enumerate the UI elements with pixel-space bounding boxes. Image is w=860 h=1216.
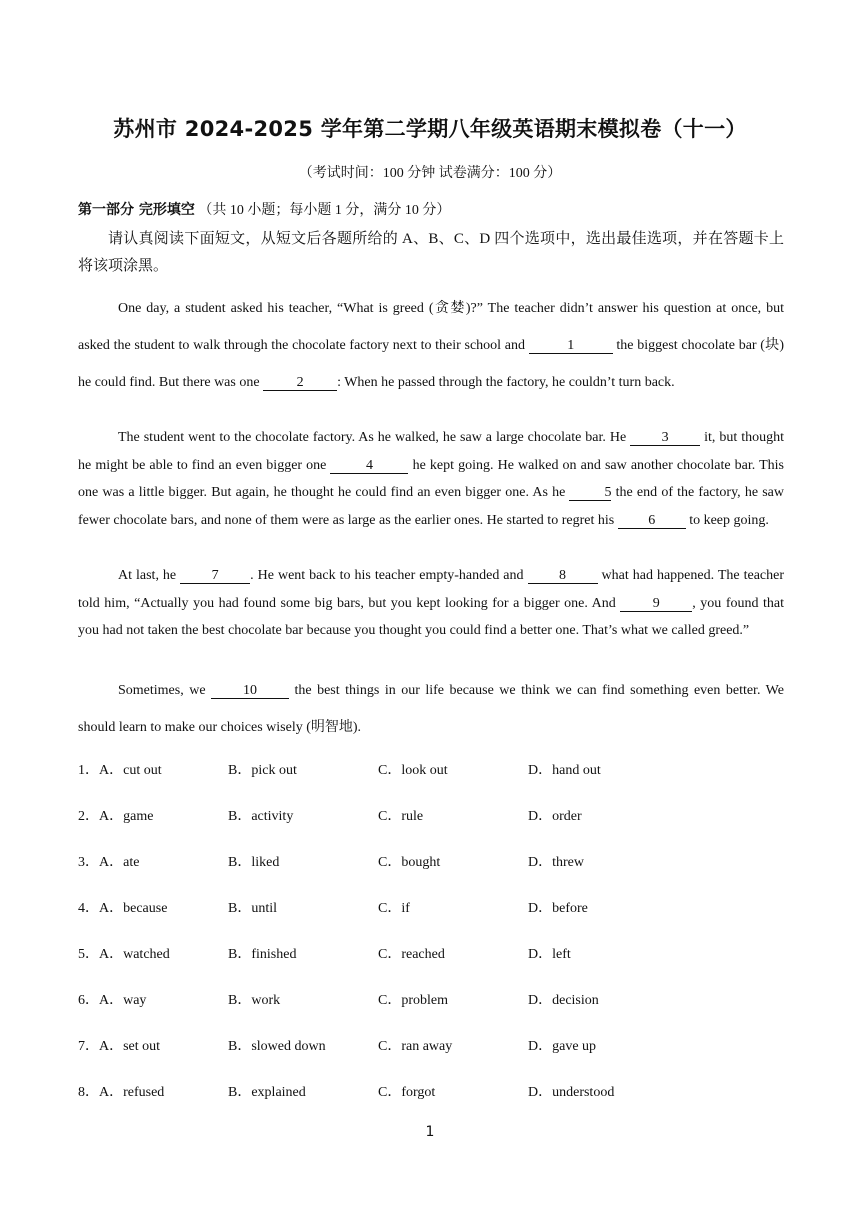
section-heading: 第一部分 完形填空 bbox=[78, 202, 195, 218]
section-note: （共 10 小题；每小题 1 分，满分 10 分） bbox=[198, 203, 451, 218]
blank-8: 8 bbox=[528, 568, 598, 584]
passage-text: Sometimes, we bbox=[118, 683, 212, 698]
passage-text: to keep going. bbox=[685, 512, 769, 528]
option-d: D．threw bbox=[528, 855, 584, 870]
option-c: C．if bbox=[378, 901, 410, 916]
blank-7: 7 bbox=[180, 568, 250, 584]
passage-text: , you found that you had not taken the best chocolate bar because you thought you could find a better one. That’s what we called greed.” bbox=[78, 595, 785, 638]
passage-text: : When he passed through the factory, he couldn’t turn back. bbox=[337, 375, 675, 390]
option-c: C．reached bbox=[378, 947, 445, 962]
option-a: 2．A．game bbox=[78, 809, 154, 824]
question-options-row bbox=[78, 1035, 778, 1081]
option-b: B．pick out bbox=[228, 763, 297, 778]
passage-paragraph-2 bbox=[78, 424, 784, 534]
page-title: 苏州市 2024-2025 学年第二学期八年级英语期末模拟卷（十一） bbox=[113, 117, 747, 141]
option-b: B．until bbox=[228, 901, 278, 916]
blank-9: 9 bbox=[620, 596, 692, 612]
blank-4: 4 bbox=[330, 458, 408, 474]
blank-2: 2 bbox=[263, 375, 337, 391]
option-a: 7．A．set out bbox=[78, 1039, 161, 1054]
option-d: D．decision bbox=[528, 993, 599, 1008]
passage-text: he kept going. He walked on and saw another chocolate bar. This one was a little bigger. But again, he thought he could find an even bigger one. As he bbox=[78, 457, 784, 500]
blank-6: 6 bbox=[618, 513, 686, 529]
option-d: D．hand out bbox=[528, 763, 601, 778]
instruction-text: 请认真阅读下面短文，从短文后各题所给的 A、B、C、D 四个选项中，选出最佳选项，并在答题卡上将该项涂黑。 bbox=[78, 231, 784, 274]
blank-5: 5 bbox=[569, 485, 611, 501]
question-options-row bbox=[78, 989, 778, 1035]
option-a: 5．A．watched bbox=[78, 947, 170, 962]
option-d: D．gave up bbox=[528, 1039, 597, 1054]
option-a: 6．A．way bbox=[78, 993, 147, 1008]
passage-text: . He went back to his teacher empty-handed and bbox=[250, 568, 528, 583]
question-options-row bbox=[78, 759, 778, 805]
passage-text: At last, he bbox=[118, 568, 181, 583]
passage-text: The student went to the chocolate factory. As he walked, he saw a large chocolate bar. He bbox=[118, 430, 631, 445]
option-c: C．problem bbox=[378, 993, 448, 1008]
passage-text: One day, a student asked his teacher, “What is greed (贪婪)?” The teacher didn’t answer his question at once, but asked the student to walk through the chocolate factory next to their school and bbox=[78, 301, 784, 353]
question-options-row bbox=[78, 943, 778, 989]
exam-info: （考试时间：100 分钟 试卷满分：100 分） bbox=[298, 166, 562, 181]
question-options-row bbox=[78, 897, 778, 943]
option-a: 1．A．cut out bbox=[78, 763, 162, 778]
option-a: 8．A．refused bbox=[78, 1085, 165, 1100]
section-header bbox=[78, 199, 450, 219]
passage-text: it, but thought he might be able to find an even bigger one bbox=[78, 430, 784, 473]
option-b: B．explained bbox=[228, 1085, 306, 1100]
option-a: 3．A．ate bbox=[78, 855, 140, 870]
passage-text: what had happened. The teacher told him, “Actually you had found some big bars, but you kept looking for a bigger one. And bbox=[78, 568, 785, 611]
page-number: 1 bbox=[425, 1124, 435, 1140]
passage-paragraph-4 bbox=[78, 672, 784, 746]
option-b: B．finished bbox=[228, 947, 297, 962]
option-c: C．ran away bbox=[378, 1039, 453, 1054]
option-d: D．order bbox=[528, 809, 582, 824]
blank-3: 3 bbox=[630, 430, 700, 446]
options-list bbox=[78, 759, 778, 1127]
passage-paragraph-1 bbox=[78, 290, 784, 401]
option-d: D．understood bbox=[528, 1085, 615, 1100]
option-c: C．look out bbox=[378, 763, 448, 778]
passage-text: the biggest chocolate bar (块) he could find. But there was one bbox=[78, 338, 784, 390]
blank-1: 1 bbox=[529, 338, 613, 354]
option-c: C．bought bbox=[378, 855, 441, 870]
passage-text: the end of the factory, he saw fewer chocolate bars, and none of them were as large as the earlier ones. He started to regret his bbox=[78, 485, 784, 528]
option-a: 4．A．because bbox=[78, 901, 168, 916]
option-c: C．rule bbox=[378, 809, 424, 824]
passage-paragraph-3 bbox=[78, 562, 784, 645]
option-d: D．left bbox=[528, 947, 571, 962]
option-c: C．forgot bbox=[378, 1085, 436, 1100]
option-b: B．liked bbox=[228, 855, 280, 870]
question-options-row bbox=[78, 851, 778, 897]
option-b: B．work bbox=[228, 993, 281, 1008]
passage-text: the best things in our life because we think we can find something even better. We should learn to make our choices wisely (明智地). bbox=[78, 683, 784, 735]
option-b: B．activity bbox=[228, 809, 294, 824]
blank-10: 10 bbox=[211, 683, 289, 699]
option-d: D．before bbox=[528, 901, 588, 916]
question-options-row bbox=[78, 1081, 778, 1127]
option-b: B．slowed down bbox=[228, 1039, 326, 1054]
question-options-row bbox=[78, 805, 778, 851]
